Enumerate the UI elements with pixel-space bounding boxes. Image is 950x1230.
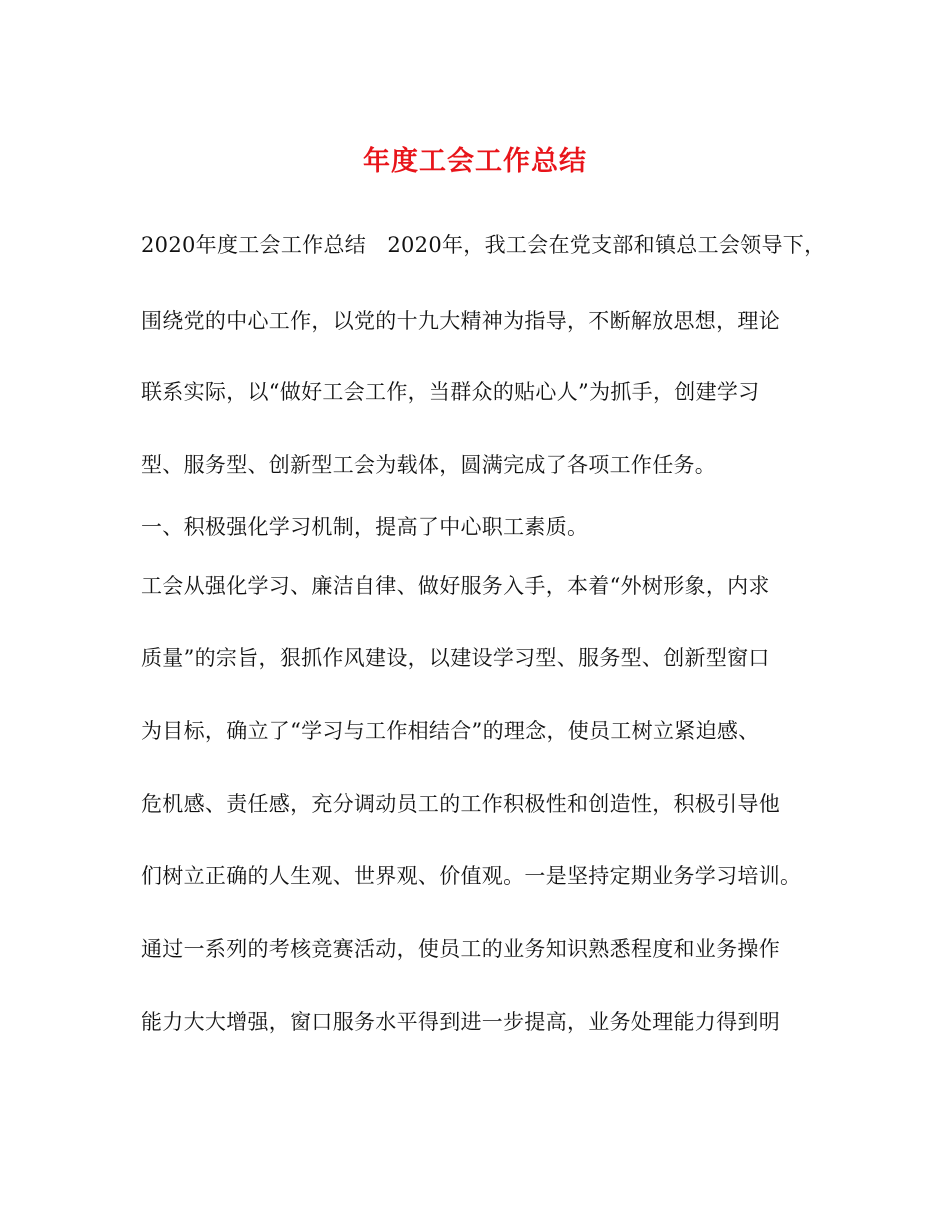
body-line: 能力大大增强，窗口服务水平得到进一步提高，业务处理能力得到明 (141, 1010, 780, 1034)
body-line: 型、服务型、创新型工会为载体，圆满完成了各项工作任务。 (141, 453, 717, 477)
section-heading: 一、积极强化学习机制，提高了中心职工素质。 (141, 515, 589, 539)
body-line: 危机感、责任感，充分调动员工的工作积极性和创造性，积极引导他 (141, 792, 780, 816)
body-line: 质量”的宗旨，狠抓作风建设，以建设学习型、服务型、创新型窗口 (141, 646, 770, 670)
body-line: 围绕党的中心工作，以党的十九大精神为指导，不断解放思想，理论 (141, 309, 780, 333)
body-line: 联系实际，以“做好工会工作，当群众的贴心人”为抓手，创建学习 (141, 380, 760, 404)
body-line: 工会从强化学习、廉洁自律、做好服务入手，本着“外树形象，内求 (141, 574, 770, 598)
body-line: 们树立正确的人生观、世界观、价值观。一是坚持定期业务学习培训。 (141, 864, 802, 888)
body-line: 为目标，确立了“学习与工作相结合”的理念，使员工树立紧迫感、 (141, 719, 760, 743)
body-line: 通过一系列的考核竞赛活动，使员工的业务知识熟悉程度和业务操作 (141, 937, 780, 961)
body-line: 2020年度工会工作总结 2020年，我工会在党支部和镇总工会领导下， (141, 233, 826, 257)
document-title: 年度工会工作总结 (363, 146, 587, 177)
